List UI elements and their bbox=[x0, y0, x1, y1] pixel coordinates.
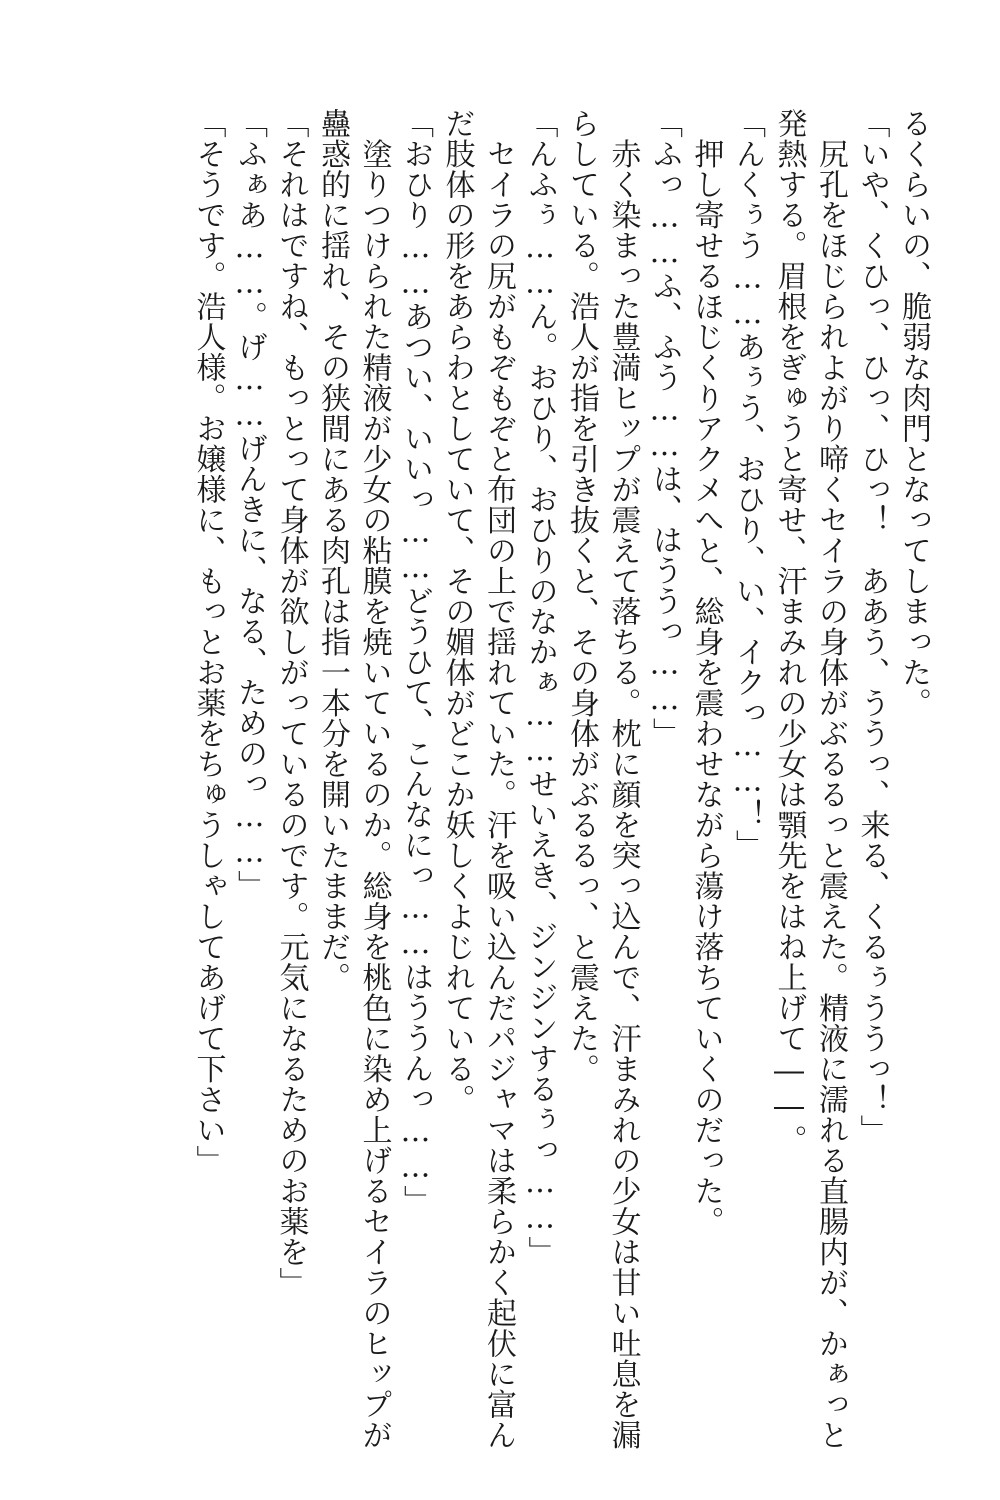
text-line-6: 押し寄せるほじくりアクメへと、総身を震わせながら蕩け落ちていくのだった。 bbox=[688, 108, 724, 1237]
text-line-12: だ肢体の形をあらわとしていて、その媚体がどこか妖しくよじれている。 bbox=[439, 108, 475, 1115]
vertical-text-body bbox=[187, 108, 934, 1450]
text-line-14: 塗りつけられた精液が少女の粘膜を焼いているのか。総身を桃色に染め上げるセイラのヒップが bbox=[356, 108, 392, 1450]
text-line-9: らしている。浩人が指を引き抜くと、その身体がぶるるっ、と震えた。 bbox=[564, 108, 599, 1084]
text-line-2: 「いや、くひっ、ひっ、ひっ！ ああう、ううっ、来る、くるぅううっ！」 bbox=[854, 108, 890, 1145]
text-line-17: 「ふぁあ……。げ……げんきに、なる、ためのっ……」 bbox=[232, 108, 267, 901]
text-line-15: 蠱惑的に揺れ、その狭間にある肉孔は指一本分を開いたままだ。 bbox=[315, 108, 350, 993]
text-line-4: 発熱する。眉根をぎゅうと寄せ、汗まみれの少女は顎先をはね上げて――。 bbox=[771, 108, 807, 1155]
text-line-3: 尻孔をほじられよがり啼くセイラの身体がぶるるっと震えた。精液に濡れる直腸内が、かぁっと bbox=[813, 108, 848, 1450]
text-line-11: セイラの尻がもぞもぞと布団の上で揺れていた。汗を吸い込んだパジャマは柔らかく起伏に富ん bbox=[481, 108, 516, 1450]
text-line-10: 「んふぅ……ん。おひり、おひりのなかぁ……せいえき、ジンジンするぅっ……」 bbox=[522, 108, 558, 1267]
text-line-1: るくらいの、脆弱な肉門となってしまった。 bbox=[896, 108, 931, 718]
text-line-5: 「んくぅう……あぅう、おひり、い、イクっ……！」 bbox=[730, 108, 765, 860]
text-line-16: 「それはですね、もっとって身体が欲しがっているのです。元気になるためのお薬を」 bbox=[273, 108, 309, 1298]
text-line-18: 「そうです。浩人様。お嬢様に、もっとお薬をちゅうしゃしてあげて下さい」 bbox=[190, 108, 226, 1176]
text-line-7: 「ふっ……ふ、ふう……は、はううっ……」 bbox=[647, 108, 682, 748]
text-line-8: 赤く染まった豊満ヒップが震えて落ちる。枕に顔を突っ込んで、汗まみれの少女は甘い吐息を漏 bbox=[605, 108, 641, 1450]
text-line-13: 「おひり……あつい、いいっ……どうひて、こんなにっ……はううんっ……」 bbox=[398, 108, 433, 1216]
